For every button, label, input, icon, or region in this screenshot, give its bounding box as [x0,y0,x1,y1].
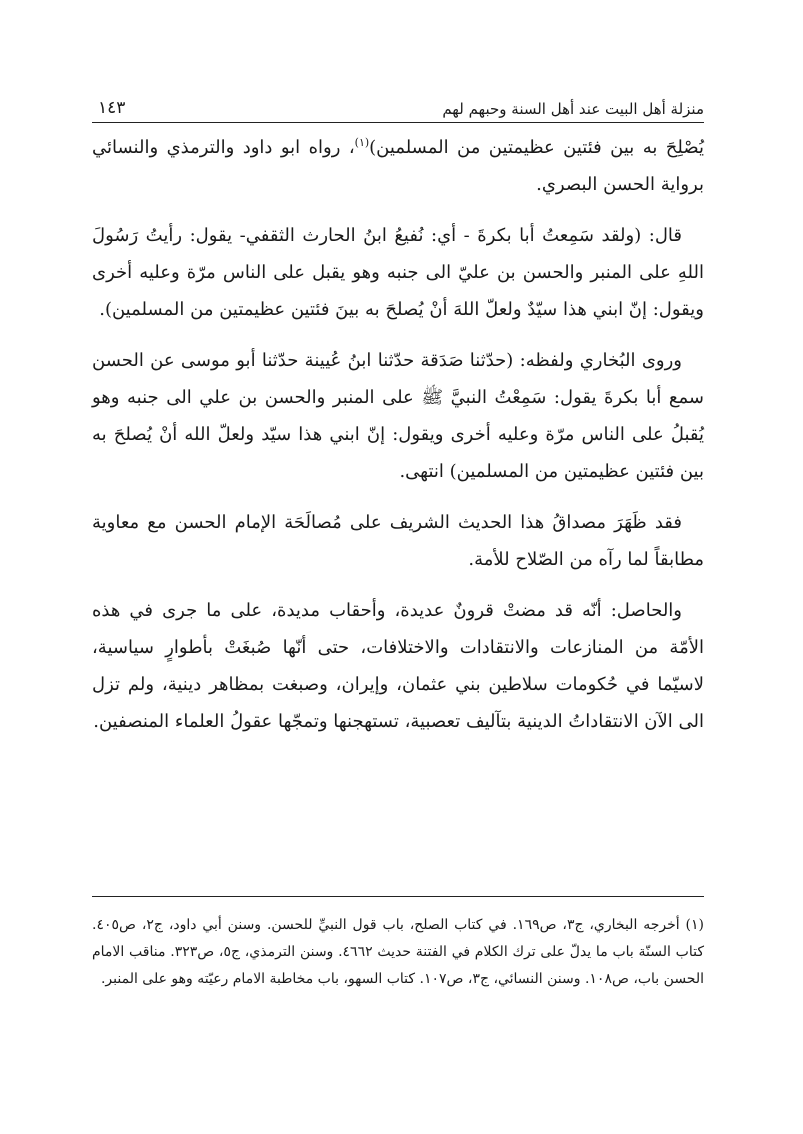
footnotes-section [92,912,704,993]
footnote-reference[interactable]: (١) [354,136,370,149]
paragraph: فقد ظَهَرَ مصداقُ هذا الحديث الشريف على مُصالَحَة الإمام الحسن مع معاوية مطابقاً لما رآه من الصّلاح للأمة. [92,512,704,570]
paragraph: قال: (ولقد سَمِعتُ أبا بكرةَ - أي: نُفيعُ ابنُ الحارث الثقفي- يقول: رأيتُ رَسُولَ اللهِ على المنبر والحسن بن عليّ الى جنبه وهو يقبل على الناس مرّة وعليه أخرى ويقول: إنّ ابني هذا سيّدٌ ولعلّ اللهَ أنْ يُصلحَ به بينَ فئتين عظيمتين من المسلمين). [92,225,704,320]
paragraph: وروى البُخاري ولفظه: (حدّثنا صَدَقة حدّثنا ابنُ عُيينة حدّثنا أبو موسى عن الحسن سمع أبا بكرةَ يقول: سَمِعْتُ النبيَّ ﷺ على المنبر والحسن بن علي الى جنبه وهو يُقبلُ على الناس مرّة وعليه أخرى ويقول: إنّ ابني هذا سيّد ولعلّ الله أنْ يُصلحَ به بين فئتين عظيمتين من المسلمين) انتهى. [92,350,705,482]
book-page [92,84,704,1084]
running-head: منزلة أهل البيت عند أهل السنة وحبهم لهم [442,100,704,118]
footnote-divider [92,896,704,897]
paragraph: والحاصل: أنّه قد مضتْ قرونٌ عديدة، وأحقاب مديدة، على ما جرى في هذه الأمّة من المنازعات والانتقادات والاختلافات، حتى أنّها صُبغَتْ بأطوارٍ سياسية، لاسيّما في حُكومات سلاطين بني عثمان، وإيران، وصبغت بمظاهر دينية، ولم تزل الى الآن الانتقاداتُ الدينية بتآليف تعصبية، تستهجنها وتمجّها عقولُ العلماء المنصفين. [92,600,705,732]
paragraph-text-after-ref: ، رواه ابو داود والترمذي والنسائي برواية الحسن البصري. [92,137,704,195]
paragraph-text-before-ref: يُصْلِحَ به بين فئتين عظيمتين من المسلمين) [369,137,704,158]
main-text [92,129,704,740]
page-number: ١٤٣ [98,98,126,118]
footnote: (١) أخرجه البخاري، ج٣، ص١٦٩. في كتاب الصلح، باب قول النبيِّ للحسن. وسنن أبي داود، ج٢، ص٤٠٥. كتاب السنّة باب ما يدلّ على ترك الكلام في الفتنة حديث ٤٦٦٢. وسنن الترمذي، ج٥، ص٣٢٣. مناقب الامام الحسن باب، ص١٠٨. وسنن النسائي، ج٣، ص١٠٧. كتاب السهو، باب مخاطبة الامام رعيّته وهو على المنبر. [92,917,704,987]
paragraph-continuation [92,129,704,203]
page-header [92,84,704,123]
